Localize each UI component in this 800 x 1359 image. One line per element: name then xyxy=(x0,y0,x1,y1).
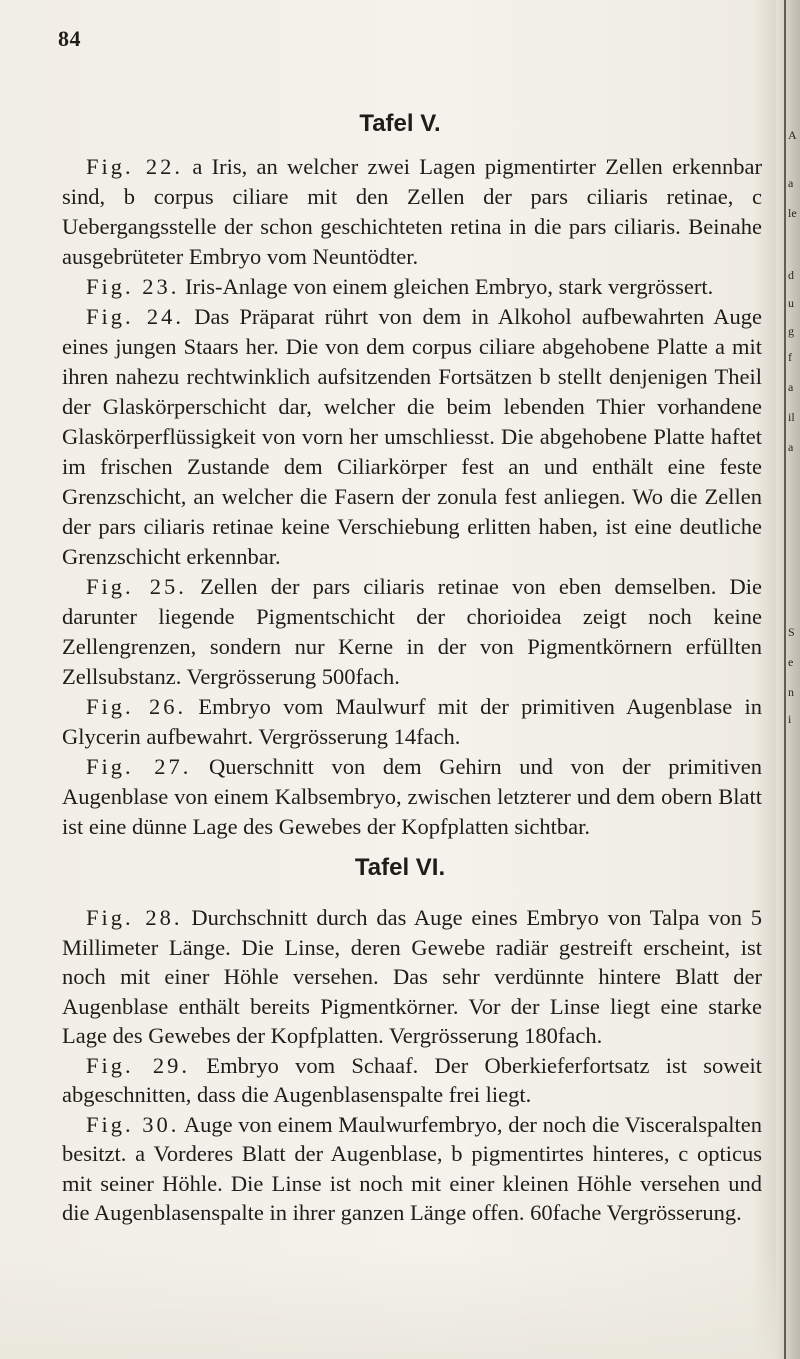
figure-label: Fig. 22. xyxy=(86,154,184,179)
figure-caption-25 xyxy=(62,572,762,692)
facing-page-edge xyxy=(776,0,800,1359)
facing-page-fragment: u xyxy=(788,296,794,310)
figure-caption-28 xyxy=(62,903,762,1051)
figure-caption-26 xyxy=(62,692,762,752)
figure-caption-27 xyxy=(62,752,762,842)
figure-label: Fig. 27. xyxy=(86,754,192,779)
facing-page-fragment: d xyxy=(788,268,794,282)
section-tafel-vi xyxy=(62,903,762,1228)
caption-text: Iris-Anlage von einem gleichen Embryo, stark vergrössert. xyxy=(185,274,714,299)
figure-label: Fig. 25. xyxy=(86,574,187,599)
figure-label: Fig. 28. xyxy=(86,905,183,930)
paper-shading xyxy=(0,1250,776,1359)
facing-page-fragment: S xyxy=(788,625,795,639)
caption-text: Das Präparat rührt von dem in Alkohol aufbewahrten Auge eines jungen Staars her. Die von dem corpus ciliare abgehobene Platte a mit ihren nahezu rechtwinklich aufsitzenden Fortsätzen b stellt denjenigen Theil der Glaskörperschicht dar, welcher die beim lebenden Thier vorhandene Glaskörperflüssigkeit von vorn her umschliesst. Die abgehobene Platte haftet im frischen Zustande dem Ciliarkörper fest an und enthält eine feste Grenzschicht, an welcher die Fasern der zonula fest anliegen. Wo die Zellen der pars ciliaris retinae keine Verschiebung erlitten haben, ist eine deutliche Grenzschicht erkennbar. xyxy=(62,304,763,569)
facing-page-fragment: il xyxy=(788,410,795,424)
facing-page-fragment: a xyxy=(788,176,794,190)
figure-label: Fig. 26. xyxy=(86,694,187,719)
figure-label: Fig. 29. xyxy=(86,1052,191,1078)
page-number: 84 xyxy=(58,26,81,51)
facing-page-fragment: le xyxy=(788,206,797,220)
section-tafel-v xyxy=(62,152,762,842)
facing-page-fragment: a xyxy=(788,380,794,394)
figure-caption-30 xyxy=(62,1110,762,1228)
caption-text: Embryo vom Schaaf. Der Oberkieferfortsatz ist soweit abgeschnitten, dass die Augenblasenspalte frei liegt. xyxy=(62,1052,763,1107)
section-heading-tafel-vi: Tafel VI. xyxy=(354,854,446,881)
figure-caption-24 xyxy=(62,302,762,572)
caption-text: Durchschnitt durch das Auge eines Embryo von Talpa von 5 Millimeter Länge. Die Linse, deren Gewebe radiär gestreift erscheint, ist noch mit einer Höhle versehen. Das sehr verdünnte hintere Blatt der Augenblase enthält bereits Pigmentkörner. Vor der Linse liegt eine starke Lage des Gewebes der Kopfplatten. Vergrösserung 180fach. xyxy=(62,905,762,1048)
caption-text: Auge von einem Maulwurfembryo, der noch die Visceralspalten besitzt. a Vorderes Blatt der Augenblase, b pigmentirtes hinteres, c opticus mit seiner Höhle. Die Linse ist noch mit einer kleinen Höhle versehen und die Augenblasenspalte in ihrer ganzen Länge offen. 60fache Vergrösserung. xyxy=(62,1111,763,1225)
figure-label: Fig. 30. xyxy=(86,1111,180,1137)
caption-text: Querschnitt von dem Gehirn und von der primitiven Augenblase von einem Kalbsembryo, zwischen letzterer und dem obern Blatt ist eine dünne Lage des Gewebes der Kopfplatten sichtbar. xyxy=(62,754,763,839)
facing-page-fragment: e xyxy=(788,655,794,669)
facing-page-fragment: A xyxy=(788,128,797,142)
caption-text: Embryo vom Maulwurf mit der primitiven Augenblase in Glycerin aufbewahrt. Vergrösserung 14fach. xyxy=(62,694,762,749)
page-gutter-line xyxy=(784,0,786,1359)
caption-text: a Iris, an welcher zwei Lagen pigmentirter Zellen erkennbar sind, b corpus ciliare mit den Zellen der pars ciliaris retinae, c Uebergangsstelle der schon geschichteten retina in die pars ciliaris. Beinahe ausgebrüteter Embryo vom Neuntödter. xyxy=(62,154,763,269)
facing-page-fragment: g xyxy=(788,324,794,338)
figure-label: Fig. 23. xyxy=(86,274,180,299)
figure-label: Fig. 24. xyxy=(86,304,184,329)
facing-page-fragment: f xyxy=(788,350,792,364)
figure-caption-23 xyxy=(62,272,762,302)
caption-text: Zellen der pars ciliaris retinae von eben demselben. Die darunter liegende Pigmentschicht der chorioidea zeigt noch keine Zellengrenzen, sondern nur Kerne in der von Pigmentkörnern erfüllten Zellsubstanz. Vergrösserung 500fach. xyxy=(62,574,762,689)
section-heading-tafel-v: Tafel V. xyxy=(359,110,441,137)
figure-caption-22 xyxy=(62,152,762,272)
facing-page-fragment: a xyxy=(788,440,794,454)
facing-page-fragment: i xyxy=(788,712,792,726)
facing-page-fragment: n xyxy=(788,685,794,699)
figure-caption-29 xyxy=(62,1051,762,1110)
